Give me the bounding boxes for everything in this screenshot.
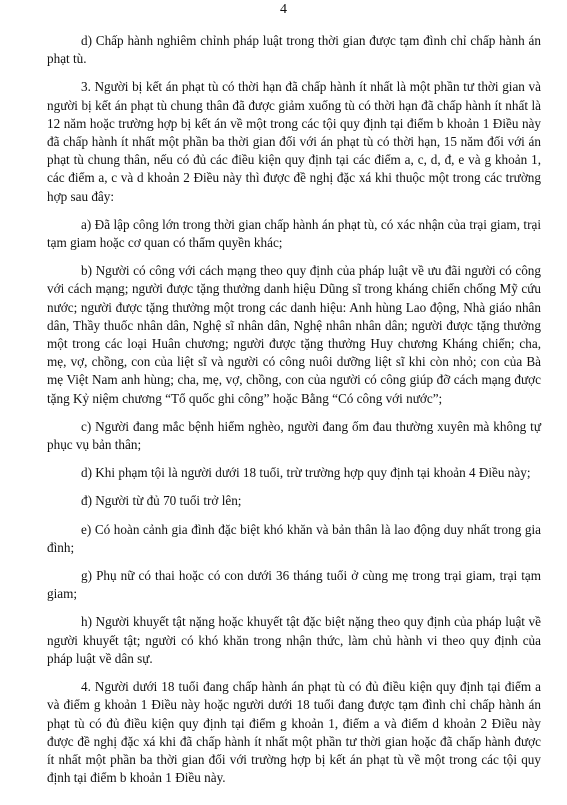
document-body [47, 32, 541, 797]
paragraph-3h: h) Người khuyết tật nặng hoặc khuyết tật đặc biệt nặng theo quy định của pháp luật về người khuyết tật; người có khó khăn trong nhận thức, làm chủ hành vi theo quy định của pháp luật về dân sự. [47, 614, 541, 666]
paragraph-2d-compliance: d) Chấp hành nghiêm chỉnh pháp luật trong thời gian được tạm đình chỉ chấp hành án phạt tù. [47, 33, 541, 67]
paragraph-3c: c) Người đang mắc bệnh hiểm nghèo, người đang ốm đau thường xuyên mà không tự phục vụ bản thân; [47, 418, 541, 453]
paragraph-3a: a) Đã lập công lớn trong thời gian chấp hành án phạt tù, có xác nhận của trại giam, trại tạm giam hoặc cơ quan có thẩm quyền khác; [47, 216, 541, 251]
page-number: 4 [280, 2, 287, 17]
paragraph-3b: b) Người có công với cách mạng theo quy định của pháp luật về ưu đãi người có công với cách mạng; người được tặng thưởng danh hiệu Dũng sĩ trong kháng chiến chống Mỹ cứu nước; người được tặng thưởng một trong các danh hiệu: Anh hùng Lao động, Nhà giáo nhân dân, Thầy thuốc nhân dân, Nghệ sĩ nhân dân, Nghệ nhân nhân dân; người được tặng thưởng một trong các loại Huân chương; người được tặng thưởng Huy chương Kháng chiến; cha, mẹ, vợ, chồng, con của liệt sĩ và người có công nuôi dưỡng liệt sĩ khi còn nhỏ; con của Bà mẹ Việt Nam anh hùng; cha, mẹ, vợ, chồng, con của người có công giúp đỡ cách mạng được tặng Kỷ niệm chương “Tổ quốc ghi công” hoặc Bằng “Có công với nước”; [47, 263, 541, 406]
paragraph-3g: g) Phụ nữ có thai hoặc có con dưới 36 tháng tuổi ở cùng mẹ trong trại giam, trại tạm giam; [47, 568, 541, 602]
paragraph-clause-3: 3. Người bị kết án phạt tù có thời hạn đã chấp hành ít nhất là một phần tư thời gian và người bị kết án phạt tù chung thân đã được giảm xuống tù có thời hạn đã chấp hành ít nhất là 12 năm hoặc trường hợp bị kết án về một trong các tội quy định tại điểm b khoản 1 Điều này đã chấp hành ít nhất một phần ba thời gian đối với án phạt tù có thời hạn, 15 năm đối với án phạt tù chung thân, nếu có đủ các điều kiện quy định tại các điểm a, c, d, đ, e và g khoản 1, các điểm a, c và d khoản 2 Điều này thì được đề nghị đặc xá khi thuộc một trong các trường hợp sau đây: [47, 79, 541, 204]
paragraph-3d: d) Khi phạm tội là người dưới 18 tuổi, trừ trường hợp quy định tại khoản 4 Điều này; [81, 465, 531, 481]
paragraph-clause-4: 4. Người dưới 18 tuổi đang chấp hành án phạt tù có đủ điều kiện quy định tại điểm a và điểm g khoản 1 Điều này hoặc người dưới 18 tuổi đang được tạm đình chỉ chấp hành án phạt tù có đủ điều kiện quy định tại điểm g khoản 1, điểm a và điểm d khoản 2 Điều này được đề nghị đặc xá khi đã chấp hành ít nhất một phần tư thời gian hoặc đã chấp hành được ít nhất một phần ba thời gian đối với trường hợp bị kết án phạt tù về một trong các tội quy định tại điểm b khoản 1 Điều này. [47, 679, 541, 786]
paragraph-3e: e) Có hoàn cảnh gia đình đặc biệt khó khăn và bản thân là lao động duy nhất trong gia đình; [47, 521, 541, 555]
paragraph-3dd: đ) Người từ đủ 70 tuổi trở lên; [81, 493, 242, 509]
